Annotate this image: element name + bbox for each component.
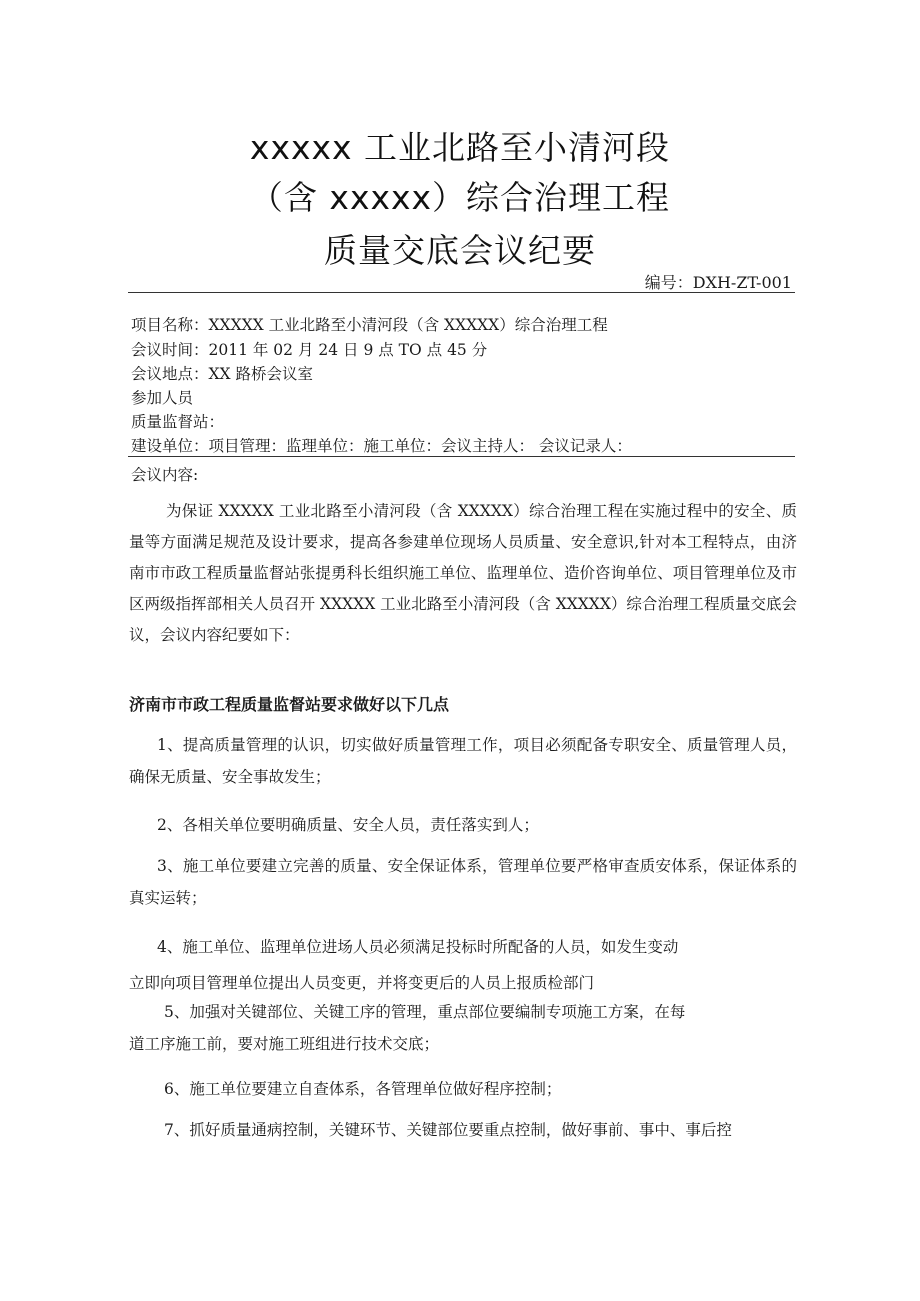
- requirement-item-7: 7、抓好质量通病控制，关键环节、关键部位要重点控制，做好事前、事中、事后控: [164, 1121, 732, 1139]
- requirement-item-4: [129, 929, 769, 1001]
- supervision-station: 质量监督站：: [131, 413, 225, 431]
- requirement-item-5: [129, 996, 749, 1060]
- document-number: 编号：DXH-ZT-001: [644, 273, 792, 292]
- requirement-item-4-line-2: 立即向项目管理单位提出人员变更，并将变更后的人员上报质检部门: [129, 974, 595, 992]
- requirement-item-4-line-1: 4、施工单位、监理单位进场人员必须满足投标时所配备的人员，如发生变动: [157, 938, 679, 956]
- title-line-1: xxxxx 工业北路至小清河段: [249, 128, 671, 167]
- participant-units: 建设单位：项目管理：监理单位：施工单位：会议主持人： 会议记录人：: [131, 437, 632, 455]
- requirement-item-6: 6、施工单位要建立自查体系，各管理单位做好程序控制；: [164, 1080, 562, 1098]
- requirement-item-1: 1、提高质量管理的认识，切实做好质量管理工作，项目必须配备专职安全、质量管理人员，确保无质量、安全事故发生；: [129, 736, 797, 786]
- intro-paragraph: 为保证 XXXXX 工业北路至小清河段（含 XXXXX）综合治理工程在实施过程中的安全、质量等方面满足规范及设计要求，提高各参建单位现场人员质量、安全意识,针对本工程特点，由济南市市政工程质量监督站张提勇科长组织施工单位、监理单位、造价咨询单位、项目管理单位及市区两级指挥部相关人员召开 XXXXX 工业北路至小清河段（含 XXXXX）综合治理工程质量交底会议，会议内容纪要如下：: [129, 502, 797, 644]
- header-divider: [128, 292, 795, 293]
- title-line-2: （含 xxxxx）综合治理工程: [249, 178, 671, 217]
- meta-divider: [128, 456, 795, 457]
- requirements-heading: 济南市市政工程质量监督站要求做好以下几点: [129, 695, 450, 714]
- project-name: 项目名称：XXXXX 工业北路至小清河段（含 XXXXX）综合治理工程: [131, 316, 608, 334]
- content-label: 会议内容:: [131, 466, 199, 484]
- requirement-item-5-line-2: 道工序施工前，要对施工班组进行技术交底；: [129, 1035, 440, 1053]
- title-line-3: 质量交底会议纪要: [324, 231, 596, 270]
- meeting-time: 会议时间：2011 年 02 月 24 日 9 点 TO 点 45 分: [131, 341, 488, 359]
- requirement-item-5-line-1: 5、加强对关键部位、关键工序的管理，重点部位要编制专项施工方案，在每: [164, 1003, 686, 1021]
- requirement-item-3: 3、施工单位要建立完善的质量、安全保证体系，管理单位要严格审查质安体系，保证体系的真实运转；: [129, 857, 797, 907]
- meeting-place: 会议地点：XX 路桥会议室: [131, 365, 313, 383]
- requirement-item-2: 2、各相关单位要明确质量、安全人员，责任落实到人；: [157, 816, 539, 834]
- participants-label: 参加人员: [131, 389, 194, 407]
